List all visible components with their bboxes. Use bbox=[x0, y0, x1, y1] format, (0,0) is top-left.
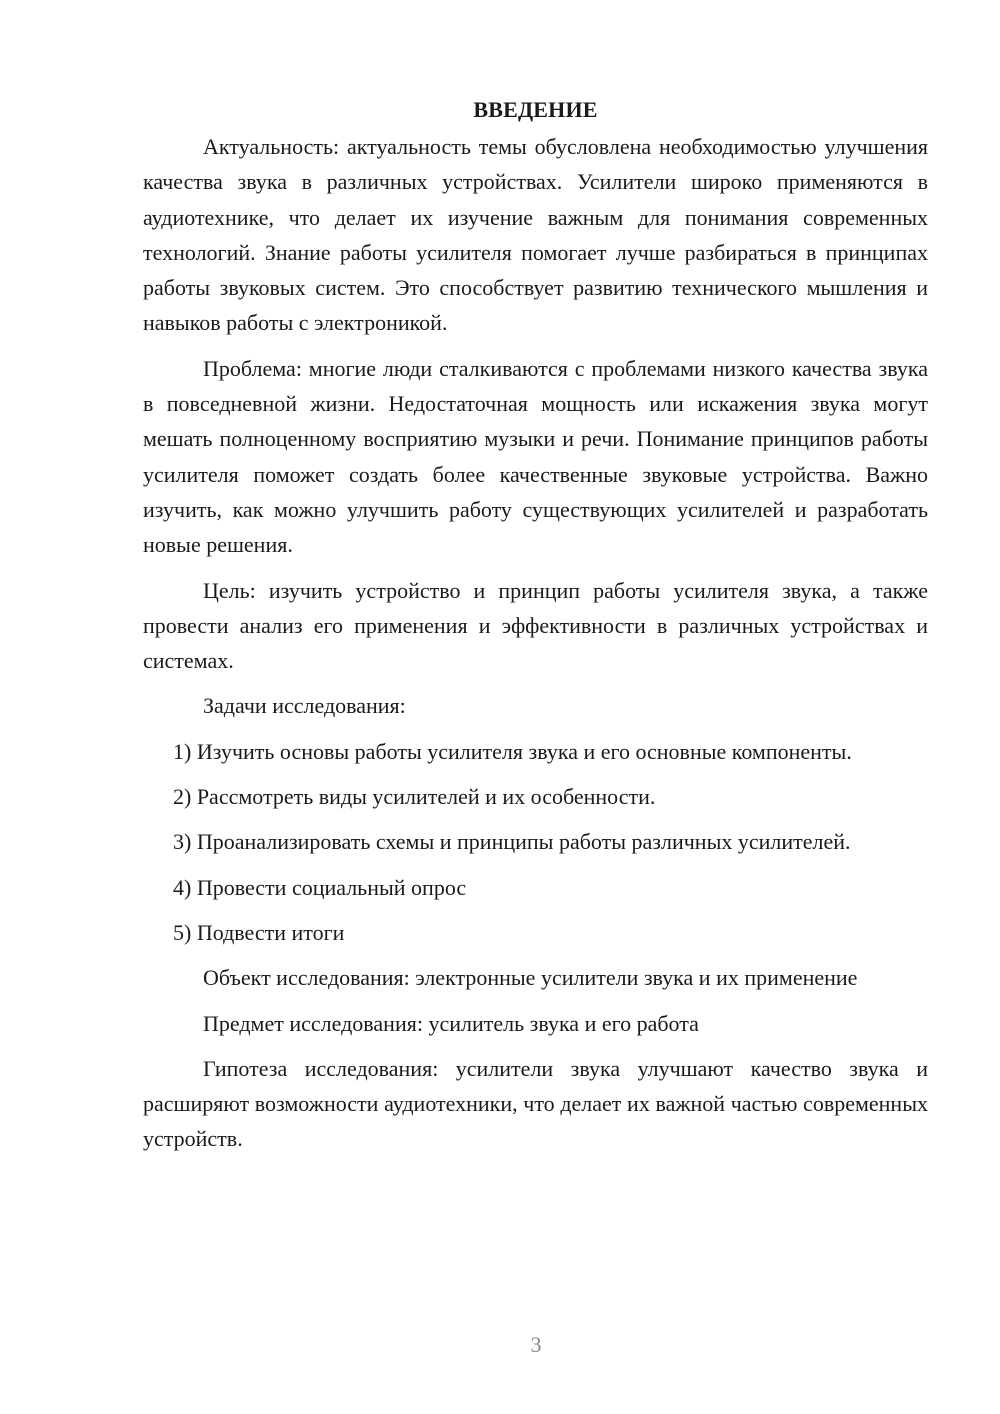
subject-paragraph: Предмет исследования: усилитель звука и его работа bbox=[203, 1010, 699, 1036]
tasks-heading: Задачи исследования: bbox=[203, 693, 406, 719]
goal-paragraph: Цель: изучить устройство и принцип работы усилителя звука, а также провести анализ его применения и эффективности в различных устройствах и системах. bbox=[143, 577, 928, 674]
problem-paragraph: Проблема: многие люди сталкиваются с проблемами низкого качества звука в повседневной жизни. Недостаточная мощность или искажения звука могут мешать полноценному восприятию музыки и речи. Понимание принципов работы усилителя поможет создать более качественные звуковые устройства. Важно изучить, как можно улучшить работу существующих усилителей и разработать новые решения. bbox=[143, 355, 928, 558]
task-item-2: 2) Рассмотреть виды усилителей и их особенности. bbox=[173, 784, 656, 810]
task-item-5: 5) Подвести итоги bbox=[173, 919, 345, 945]
document-page bbox=[143, 92, 928, 1167]
page-title: ВВЕДЕНИЕ bbox=[473, 97, 598, 122]
object-paragraph: Объект исследования: электронные усилители звука и их применение bbox=[203, 965, 858, 991]
hypothesis-paragraph: Гипотеза исследования: усилители звука улучшают качество звука и расширяют возможности аудиотехники, что делает их важной частью современных устройств. bbox=[143, 1055, 928, 1152]
relevance-paragraph: Актуальность: актуальность темы обусловлена необходимостью улучшения качества звука в различных устройствах. Усилители широко применяются в аудиотехнике, что делает их изучение важным для понимания современных технологий. Знание работы усилителя помогает лучше разбираться в принципах работы звуковых систем. Это способствует развитию технического мышления и навыков работы с электроникой. bbox=[143, 134, 928, 336]
page-number: 3 bbox=[530, 1332, 542, 1357]
task-item-1: 1) Изучить основы работы усилителя звука и его основные компоненты. bbox=[173, 738, 852, 764]
task-item-4: 4) Провести социальный опрос bbox=[173, 874, 467, 900]
task-item-3: 3) Проанализировать схемы и принципы работы различных усилителей. bbox=[173, 829, 851, 855]
